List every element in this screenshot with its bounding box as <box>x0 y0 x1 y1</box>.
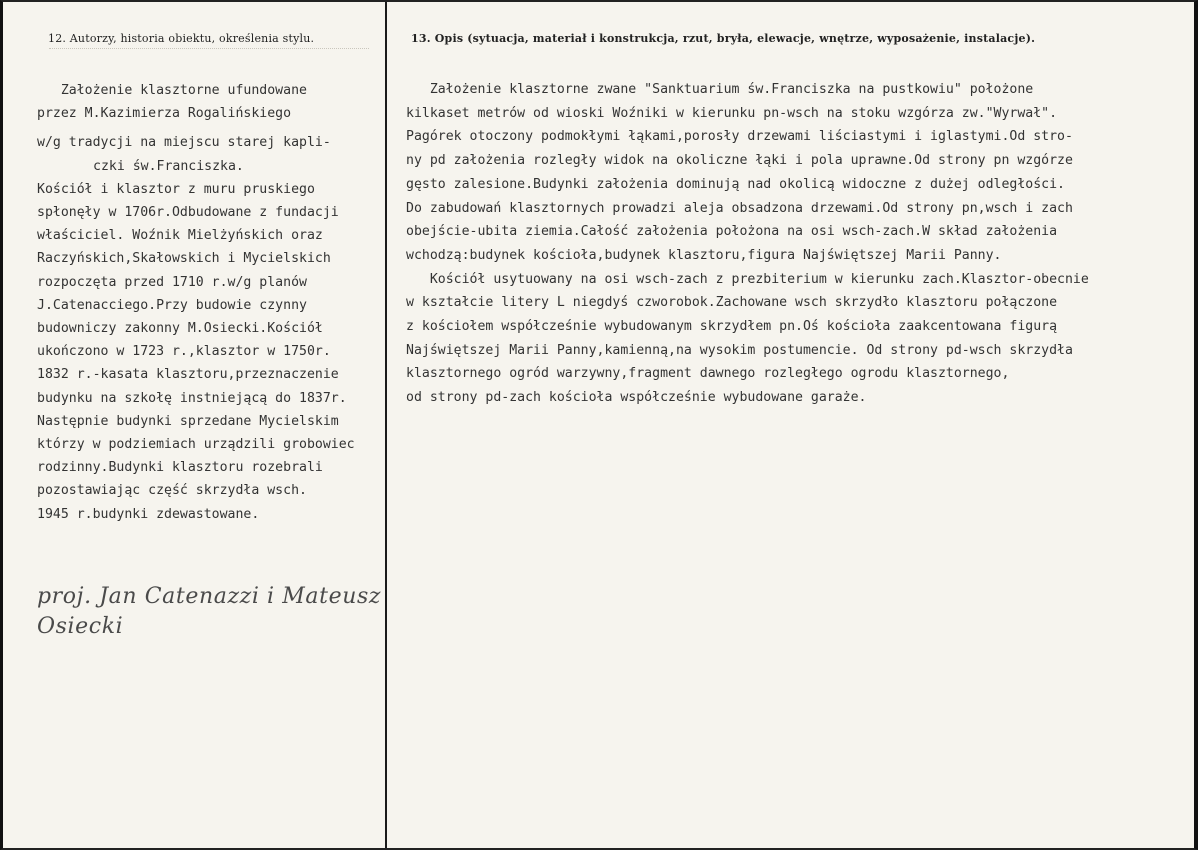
description-line: gęsto zalesione.Budynki założenia dominują nad okolicą widoczne z dużej odległości. <box>406 176 1065 192</box>
description-line: ny pd założenia rozległy widok na okoliczne łąki i pola uprawne.Od strony pn wzgórze <box>406 153 1073 169</box>
description-line: Do zabudowań klasztornych prowadzi aleja obsadzona drzewami.Od strony pn,wsch i zach <box>406 200 1073 216</box>
section-12-header: 12. Autorzy, historia obiektu, określenia stylu. <box>48 32 315 45</box>
history-line: właściciel. Woźnik Mielżyńskich oraz <box>37 228 323 244</box>
history-line: budowniczy zakonny M.Osiecki.Kościół <box>37 321 323 337</box>
description-text <box>406 78 1166 410</box>
description-line: Kościół usytuowany na osi wsch-zach z prezbiterium w kierunku zach.Klasztor-obecnie <box>406 271 1089 287</box>
history-line: czki św.Franciszka. <box>93 158 244 174</box>
history-line: J.Catenacciego.Przy budowie czynny <box>37 297 307 313</box>
history-line: pozostawiając część skrzydła wsch. <box>37 483 307 499</box>
history-line: Następnie budynki sprzedane Mycielskim <box>37 413 339 429</box>
history-line: Kościół i klasztor z muru pruskiego <box>37 181 315 197</box>
description-line: wchodzą:budynek kościoła,budynek klasztoru,figura Najświętszej Marii Panny. <box>406 247 1002 263</box>
history-line: którzy w podziemiach urządzili grobowiec <box>37 437 355 453</box>
description-line: w kształcie litery L niegdyś czworobok.Zachowane wsch skrzydło klasztoru połączone <box>406 295 1058 311</box>
history-line: Założenie klasztorne ufundowane <box>37 83 307 98</box>
history-line: spłonęły w 1706r.Odbudowane z fundacji <box>37 205 339 221</box>
column-divider <box>385 2 387 848</box>
description-line: Założenie klasztorne zwane "Sanktuarium św.Franciszka na pustkowiu" położone <box>406 82 1034 97</box>
description-line: kilkaset metrów od wioski Woźniki w kierunku pn-wsch na stoku wzgórza zw."Wyrwał". <box>406 105 1058 121</box>
description-line: Najświętszej Marii Panny,kamienną,na wysokim postumencie. Od strony pd-wsch skrzydła <box>406 342 1073 358</box>
handwritten-line: Osiecki <box>37 614 124 639</box>
faint-marks <box>49 48 369 59</box>
description-line: Pagórek otoczony podmokłymi łąkami,porosły drzewami liściastymi i iglastymi.Od stro- <box>406 129 1073 145</box>
description-line: obejście-ubita ziemia.Całość założenia położona na osi wsch-zach.W skład założenia <box>406 224 1058 240</box>
history-line: rozpoczęta przed 1710 r.w/g planów <box>37 274 307 290</box>
history-text <box>37 79 385 526</box>
description-line: klasztornego ogród warzywny,fragment dawnego rozległego ogrodu klasztornego, <box>406 366 1010 382</box>
history-line: ukończono w 1723 r.,klasztor w 1750r. <box>37 344 331 360</box>
history-line: budynku na szkołę instniejącą do 1837r. <box>37 390 347 406</box>
history-line: 1832 r.-kasata klasztoru,przeznaczenie <box>37 367 339 383</box>
history-line: w/g tradycji na miejscu starej kapli- <box>37 135 331 151</box>
handwritten-line: proj. Jan Catenazzi i Mateusz <box>37 584 382 609</box>
section-13-header: 13. Opis (sytuacja, materiał i konstrukcja, rzut, bryła, elewacje, wnętrze, wyposażenie, instalacje). <box>411 32 1036 45</box>
history-line: rodzinny.Budynki klasztoru rozebrali <box>37 460 323 476</box>
handwritten-note <box>37 582 382 642</box>
description-line: z kościołem współcześnie wybudowanym skrzydłem pn.Oś kościoła zaakcentowana figurą <box>406 319 1058 335</box>
description-line: od strony pd-zach kościoła współcześnie wybudowane garaże. <box>406 390 867 406</box>
history-line: Raczyńskich,Skałowskich i Mycielskich <box>37 251 331 267</box>
history-line: 1945 r.budynki zdewastowane. <box>37 506 260 522</box>
history-line: przez M.Kazimierza Rogalińskiego <box>37 106 292 122</box>
